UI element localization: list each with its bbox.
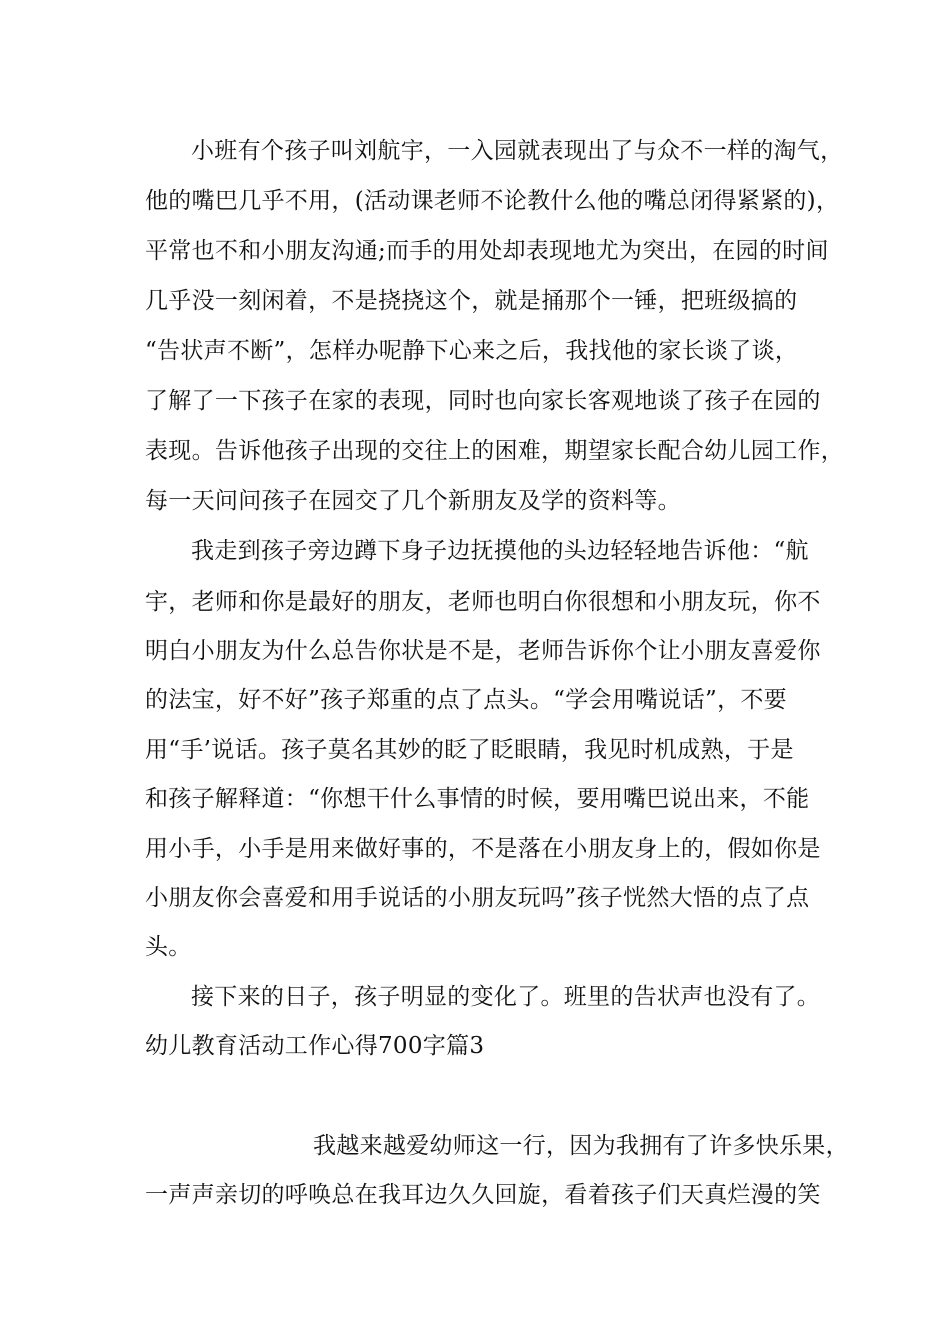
paragraph-line: 几乎没一刻闲着，不是挠挠这个，就是捅那个一锤，把班级搞的 [145,288,798,314]
paragraph-line: 小朋友你会喜爱和用手说话的小朋友玩吗”孩子恍然大悟的点了点 [145,885,810,911]
paragraph-line: 平常也不和小朋友沟通;而手的用处却表现地尤为突出，在园的时间 [145,238,829,264]
paragraph-line: 我走到孩子旁边蹲下身子边抚摸他的头边轻轻地告诉他：“航 [191,538,809,564]
paragraph-line: 和孩子解释道：“你想干什么事情的时候，要用嘴巴说出来，不能 [145,786,810,812]
paragraph-line: 他的嘴巴几乎不用，(活动课老师不论教什么他的嘴总闭得紧紧的)， [145,188,840,214]
paragraph-line: 了解了一下孩子在家的表现，同时也向家长客观地谈了孩子在园的 [145,388,821,414]
paragraph-line: 一声声亲切的呼唤总在我耳边久久回旋，看着孩子们天真烂漫的笑 [145,1182,821,1208]
paragraph-line: 我越来越爱幼师这一行，因为我拥有了许多快乐果， [313,1133,849,1159]
paragraph-line: 用小手，小手是用来做好事的，不是落在小朋友身上的，假如你是 [145,836,821,862]
paragraph-line: 每一天问问孩子在园交了几个新朋友及学的资料等。 [145,488,681,514]
section-heading: 幼儿教育活动工作心得700字篇3 [145,1033,485,1059]
paragraph-line: 表现。告诉他孩子出现的交往上的困难，期望家长配合幼儿园工作， [145,438,844,464]
paragraph-line: “告状声不断”，怎样办呢静下心来之后，我找他的家长谈了谈， [145,338,799,364]
paragraph-line: 头。 [145,934,192,960]
paragraph-line: 接下来的日子，孩子明显的变化了。班里的告状声也没有了。 [191,984,821,1010]
paragraph-line: 的法宝，好不好”孩子郑重的点了点头。“学会用嘴说话”，不要 [145,687,787,713]
paragraph-line: 宇，老师和你是最好的朋友，老师也明白你很想和小朋友玩，你不 [145,589,821,615]
paragraph-line: 用“手’说话。孩子莫名其妙的眨了眨眼睛，我见时机成熟，于是 [145,737,794,763]
paragraph-line: 明白小朋友为什么总告你状是不是，老师告诉你个让小朋友喜爱你 [145,638,821,664]
paragraph-line: 小班有个孩子叫刘航宇，一入园就表现出了与众不一样的淘气， [191,138,844,164]
